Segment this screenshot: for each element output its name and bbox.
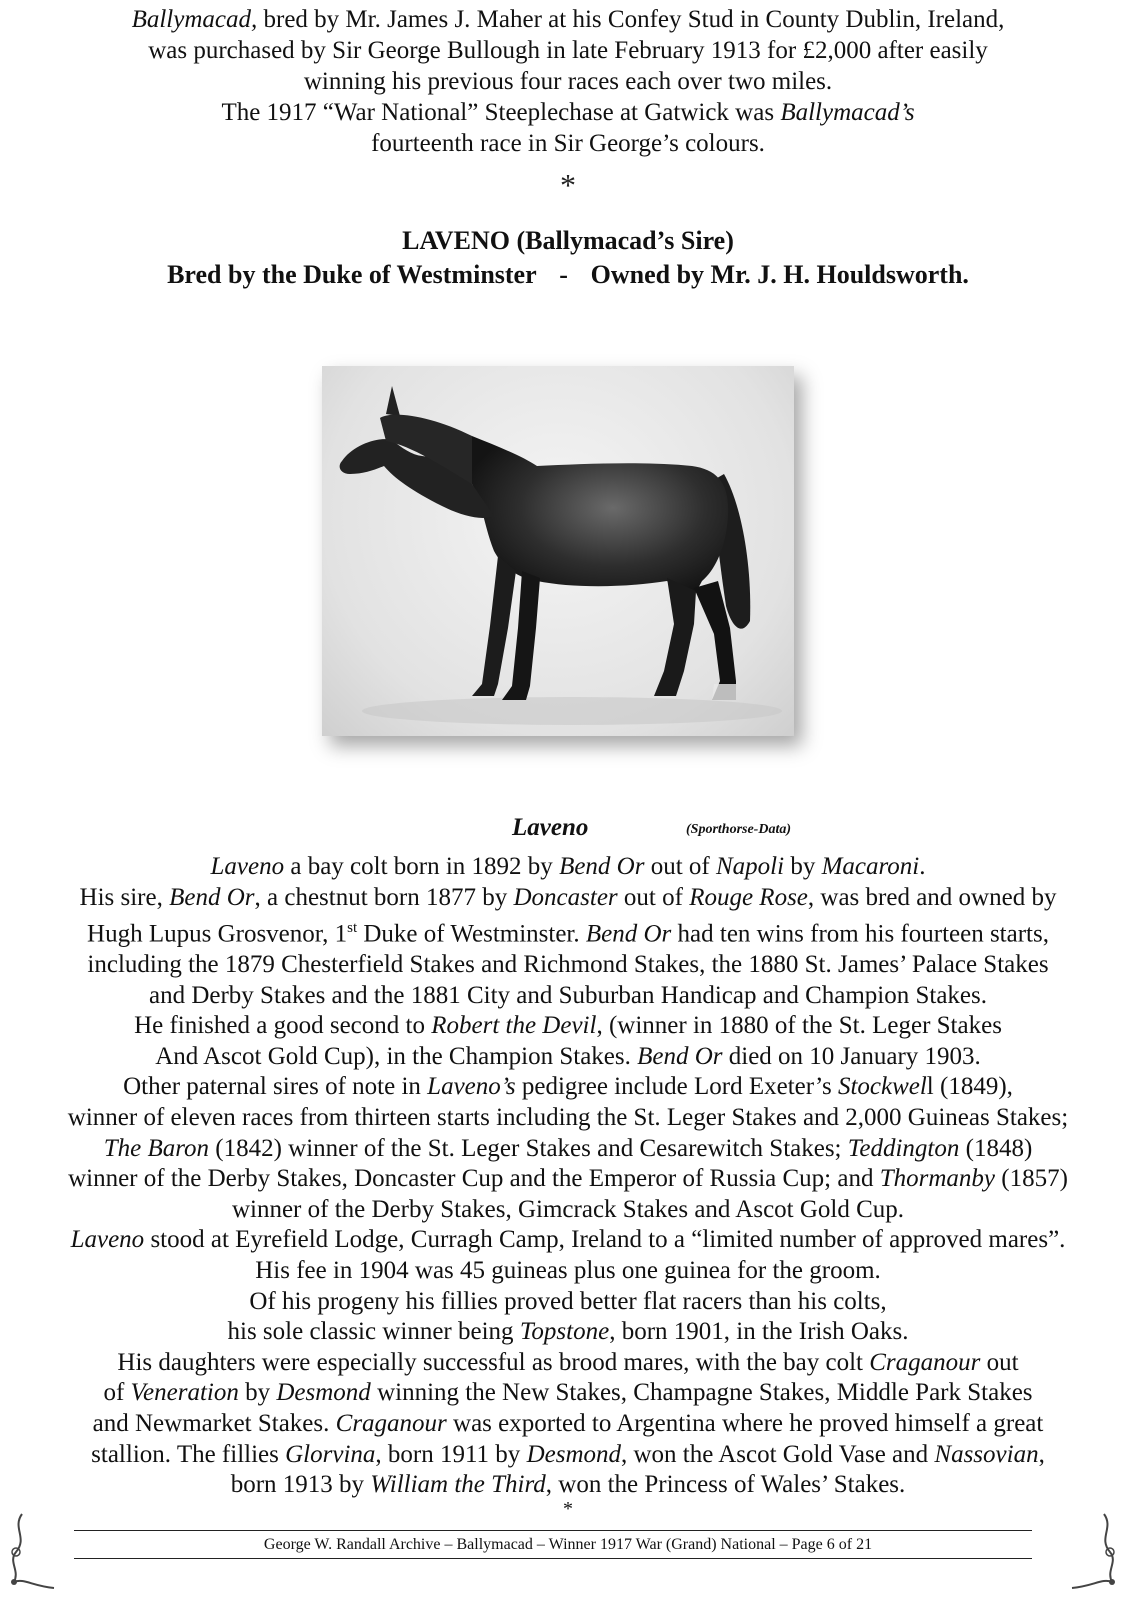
photo-caption (0, 814, 1136, 844)
body-line: and Derby Stakes and the 1881 City and Suburban Handicap and Champion Stakes. (148, 981, 988, 1009)
body-line: Laveno a bay colt born in 1892 by Bend Or out of Napoli by Macaroni. (210, 853, 926, 880)
footer-rule-top (74, 1530, 1032, 1531)
corner-ornament-icon (1068, 1508, 1124, 1592)
section-heading (0, 224, 1136, 292)
body-line: The Baron (1842) winner of the St. Leger Stakes and Cesarewitch Stakes; Teddington (1848) (103, 1134, 1033, 1162)
horse-silhouette-image (322, 366, 794, 736)
body-paragraph (0, 852, 1136, 1501)
footer-rule-bottom (74, 1558, 1032, 1559)
intro-line-2: was purchased by Sir George Bullough in late February 1913 for £2,000 after easily (148, 37, 988, 64)
horse-photo (322, 366, 794, 736)
corner-ornament-icon (2, 1508, 58, 1592)
body-line: His fee in 1904 was 45 guineas plus one guinea for the groom. (255, 1257, 881, 1285)
body-line: and Newmarket Stakes. Craganour was exported to Argentina where he proved himself a great (92, 1410, 1044, 1438)
body-line: Other paternal sires of note in Laveno’s pedigree include Lord Exeter’s Stockwell (1849), (123, 1073, 1013, 1101)
body-line: including the 1879 Chesterfield Stakes and Richmond Stakes, the 1880 St. James’ Palace Stakes (87, 951, 1049, 979)
intro-line-1: Ballymacad, bred by Mr. James J. Maher at his Confey Stud in County Dublin, Ireland, (131, 6, 1005, 33)
body-line: his sole classic winner being Topstone, born 1901, in the Irish Oaks. (227, 1318, 909, 1346)
intro-line-4: The 1917 “War National” Steeplechase at Gatwick was Ballymacad’s (221, 99, 915, 126)
body-line: And Ascot Gold Cup), in the Champion Stakes. Bend Or died on 10 January 1903. (155, 1042, 981, 1070)
page-footer: George W. Randall Archive – Ballymacad – Winner 1917 War (Grand) National – Page 6 of 21 (263, 1536, 873, 1553)
body-line: Laveno stood at Eyrefield Lodge, Curragh Camp, Ireland to a “limited number of approved mares”. (70, 1226, 1066, 1254)
section-separator-asterisk: * (560, 167, 576, 203)
body-line: winner of eleven races from thirteen starts including the St. Leger Stakes and 2,000 Guineas Stakes; (67, 1104, 1069, 1132)
body-line: His sire, Bend Or, a chestnut born 1877 by Doncaster out of Rouge Rose, was bred and owned by (79, 883, 1057, 911)
body-line: stallion. The fillies Glorvina, born 1911 by Desmond, won the Ascot Gold Vase and Nassovian, (91, 1440, 1045, 1468)
body-line: born 1913 by William the Third, won the Princess of Wales’ Stakes. (230, 1471, 906, 1499)
heading-subtitle: Bred by the Duke of Westminster - Owned by Mr. J. H. Houldsworth. (167, 260, 969, 289)
photo-credit: (Sporthorse-Data) (686, 822, 792, 837)
intro-line-5: fourteenth race in Sir George’s colours. (371, 130, 765, 157)
end-separator-asterisk: * (563, 1498, 573, 1520)
body-line: Of his progeny his fillies proved better flat racers than his colts, (249, 1287, 887, 1315)
body-line: of Veneration by Desmond winning the New Stakes, Champagne Stakes, Middle Park Stakes (103, 1379, 1033, 1407)
intro-paragraph (0, 4, 1136, 159)
photo-caption-name: Laveno (512, 814, 589, 841)
body-line: winner of the Derby Stakes, Doncaster Cup and the Emperor of Russia Cup; and Thormanby (1857) (68, 1165, 1068, 1193)
heading-title: LAVENO (Ballymacad’s Sire) (402, 226, 734, 255)
body-line: winner of the Derby Stakes, Gimcrack Stakes and Ascot Gold Cup. (231, 1195, 905, 1223)
body-line: He finished a good second to Robert the Devil, (winner in 1880 of the St. Leger Stakes (134, 1012, 1002, 1040)
body-line: Hugh Lupus Grosvenor, 1st Duke of Westminster. Bend Or had ten wins from his fourteen starts, (87, 920, 1049, 948)
body-line: His daughters were especially successful as brood mares, with the bay colt Craganour out (117, 1348, 1019, 1376)
intro-line-3: winning his previous four races each over two miles. (303, 68, 833, 95)
